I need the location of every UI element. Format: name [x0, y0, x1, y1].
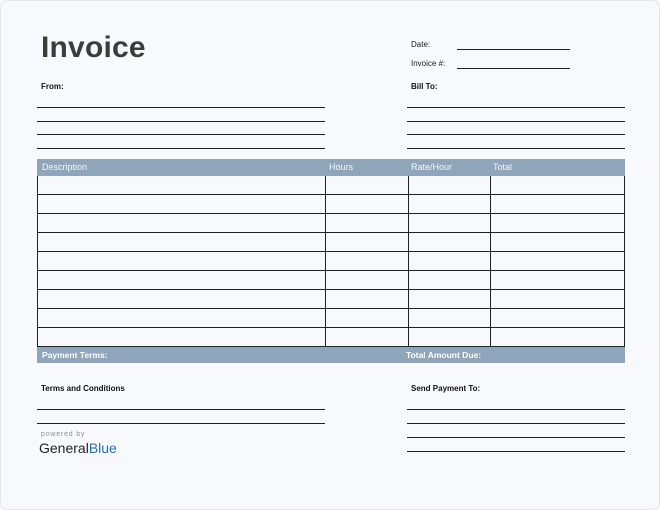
bill-to-line[interactable]: [407, 148, 625, 149]
from-line[interactable]: [37, 134, 325, 135]
description-cell[interactable]: [42, 176, 323, 194]
rate-cell[interactable]: [412, 328, 488, 346]
total-cell[interactable]: [494, 233, 622, 251]
column-divider: [325, 271, 326, 289]
total-cell[interactable]: [494, 290, 622, 308]
send-payment-label: Send Payment To:: [411, 384, 481, 393]
rate-cell[interactable]: [412, 233, 488, 251]
column-divider: [325, 233, 326, 251]
table-body: [37, 176, 625, 347]
powered-by-text: powered by: [41, 431, 86, 438]
page-title: Invoice: [41, 31, 146, 64]
rate-cell[interactable]: [412, 214, 488, 232]
description-cell[interactable]: [42, 195, 323, 213]
total-cell[interactable]: [494, 271, 622, 289]
column-divider: [490, 195, 491, 213]
rate-cell[interactable]: [412, 271, 488, 289]
rate-cell[interactable]: [412, 309, 488, 327]
date-label: Date:: [411, 40, 431, 49]
terms-label: Terms and Conditions: [41, 384, 125, 393]
table-row: [38, 290, 624, 309]
invoice-number-field[interactable]: [457, 68, 570, 69]
column-divider: [325, 290, 326, 308]
column-divider: [408, 252, 409, 270]
column-divider: [490, 328, 491, 346]
hours-cell[interactable]: [329, 252, 406, 270]
column-divider: [490, 233, 491, 251]
terms-line[interactable]: [37, 423, 325, 424]
payment-terms-label: Payment Terms:: [42, 350, 108, 360]
hours-cell[interactable]: [329, 195, 406, 213]
column-divider: [325, 195, 326, 213]
column-header-description: Description: [42, 162, 88, 172]
table-row: [38, 328, 624, 347]
column-divider: [325, 309, 326, 327]
rate-cell[interactable]: [412, 290, 488, 308]
from-line[interactable]: [37, 121, 325, 122]
description-cell[interactable]: [42, 271, 323, 289]
hours-cell[interactable]: [329, 176, 406, 194]
bill-to-line[interactable]: [407, 107, 625, 108]
send-payment-line[interactable]: [407, 423, 625, 424]
send-payment-line[interactable]: [407, 437, 625, 438]
rate-cell[interactable]: [412, 252, 488, 270]
column-divider: [408, 271, 409, 289]
column-header-rate: Rate/Hour: [411, 162, 453, 172]
send-payment-line[interactable]: [407, 451, 625, 452]
rate-cell[interactable]: [412, 195, 488, 213]
from-line[interactable]: [37, 107, 325, 108]
total-amount-due-label: Total Amount Due:: [406, 350, 482, 360]
brand-name-blue: Blue: [88, 440, 117, 456]
column-divider: [408, 309, 409, 327]
bill-to-label: Bill To:: [411, 82, 438, 91]
terms-line[interactable]: [37, 409, 325, 410]
column-divider: [490, 271, 491, 289]
hours-cell[interactable]: [329, 271, 406, 289]
column-divider: [490, 290, 491, 308]
column-divider: [408, 290, 409, 308]
column-divider: [408, 195, 409, 213]
date-field[interactable]: [457, 49, 570, 50]
description-cell[interactable]: [42, 328, 323, 346]
column-divider: [325, 328, 326, 346]
rate-cell[interactable]: [412, 176, 488, 194]
description-cell[interactable]: [42, 214, 323, 232]
table-row: [38, 233, 624, 252]
description-cell[interactable]: [42, 309, 323, 327]
total-cell[interactable]: [494, 252, 622, 270]
column-divider: [490, 176, 491, 194]
invoice-number-label: Invoice #:: [411, 59, 446, 68]
hours-cell[interactable]: [329, 233, 406, 251]
bill-to-line[interactable]: [407, 121, 625, 122]
total-cell[interactable]: [494, 195, 622, 213]
hours-cell[interactable]: [329, 214, 406, 232]
hours-cell[interactable]: [329, 328, 406, 346]
description-cell[interactable]: [42, 290, 323, 308]
table-row: [38, 252, 624, 271]
total-cell[interactable]: [494, 214, 622, 232]
bill-to-line[interactable]: [407, 134, 625, 135]
table-row: [38, 214, 624, 233]
column-header-hours: Hours: [329, 162, 354, 172]
column-divider: [325, 176, 326, 194]
from-label: From:: [41, 82, 64, 91]
hours-cell[interactable]: [329, 309, 406, 327]
table-row: [38, 176, 624, 195]
table-row: [38, 309, 624, 328]
table-footer: [37, 347, 625, 363]
column-divider: [490, 214, 491, 232]
brand-name-general: General: [39, 440, 89, 456]
column-divider: [408, 176, 409, 194]
column-divider: [325, 252, 326, 270]
table-row: [38, 271, 624, 290]
column-divider: [408, 214, 409, 232]
total-cell[interactable]: [494, 309, 622, 327]
column-header-total: Total: [493, 162, 513, 172]
column-divider: [408, 328, 409, 346]
column-divider: [408, 233, 409, 251]
column-divider: [325, 214, 326, 232]
table-row: [38, 195, 624, 214]
send-payment-line[interactable]: [407, 409, 625, 410]
description-cell[interactable]: [42, 252, 323, 270]
description-cell[interactable]: [42, 233, 323, 251]
column-divider: [490, 309, 491, 327]
table-header: [37, 159, 625, 176]
total-cell[interactable]: [494, 328, 622, 346]
brand-logo: [39, 440, 117, 456]
from-line[interactable]: [37, 148, 325, 149]
column-divider: [490, 252, 491, 270]
total-cell[interactable]: [494, 176, 622, 194]
hours-cell[interactable]: [329, 290, 406, 308]
line-items-table: [37, 159, 625, 363]
